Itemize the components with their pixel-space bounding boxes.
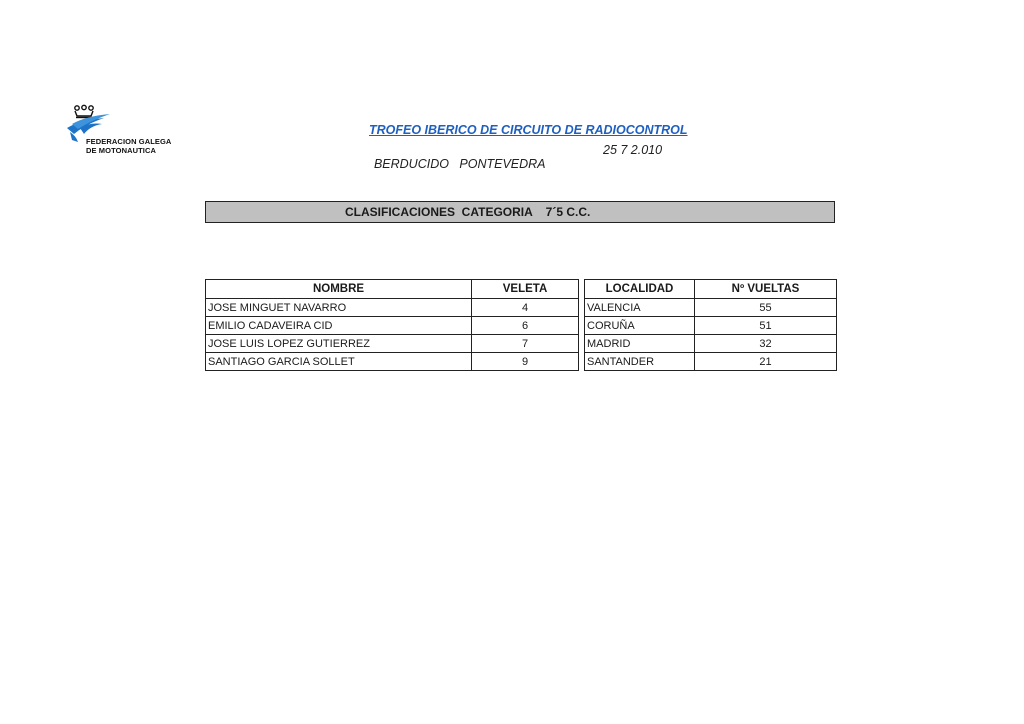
cell-localidad: MADRID — [585, 335, 695, 353]
cell-nombre: SANTIAGO GARCIA SOLLET — [206, 353, 472, 371]
results-table — [205, 279, 837, 371]
cell-veleta: 7 — [472, 335, 579, 353]
cell-vueltas: 55 — [695, 299, 837, 317]
table-row — [206, 335, 837, 353]
column-header-veleta: VELETA — [472, 280, 579, 299]
cell-nombre: EMILIO CADAVEIRA CID — [206, 317, 472, 335]
logo-line-2: DE MOTONAUTICA — [86, 146, 157, 155]
cell-localidad: CORUÑA — [585, 317, 695, 335]
cell-vueltas: 32 — [695, 335, 837, 353]
table-row — [206, 317, 837, 335]
cell-vueltas: 51 — [695, 317, 837, 335]
event-location: BERDUCIDO PONTEVEDRA — [373, 157, 546, 171]
cell-localidad: VALENCIA — [585, 299, 695, 317]
column-header-localidad: LOCALIDAD — [585, 280, 695, 299]
cell-nombre: JOSE MINGUET NAVARRO — [206, 299, 472, 317]
cell-nombre: JOSE LUIS LOPEZ GUTIERREZ — [206, 335, 472, 353]
logo-line-1: FEDERACION GALEGA — [86, 137, 172, 146]
table-row — [206, 299, 837, 317]
table-header-row — [206, 280, 837, 299]
cell-veleta: 4 — [472, 299, 579, 317]
table-row — [206, 353, 837, 371]
category-banner-text: CLASIFICACIONES CATEGORIA 7´5 C.C. — [345, 205, 591, 219]
column-header-nombre: NOMBRE — [206, 280, 472, 299]
cell-veleta: 9 — [472, 353, 579, 371]
document-title: TROFEO IBERICO DE CIRCUITO DE RADIOCONTROL — [369, 123, 688, 137]
cell-localidad: SANTANDER — [585, 353, 695, 371]
column-header-vueltas: Nº VUELTAS — [695, 280, 837, 299]
category-banner — [205, 201, 835, 223]
cell-veleta: 6 — [472, 317, 579, 335]
federation-logo — [64, 104, 174, 164]
event-date: 25 7 2.010 — [603, 143, 663, 157]
cell-vueltas: 21 — [695, 353, 837, 371]
event-location-date — [367, 143, 677, 171]
